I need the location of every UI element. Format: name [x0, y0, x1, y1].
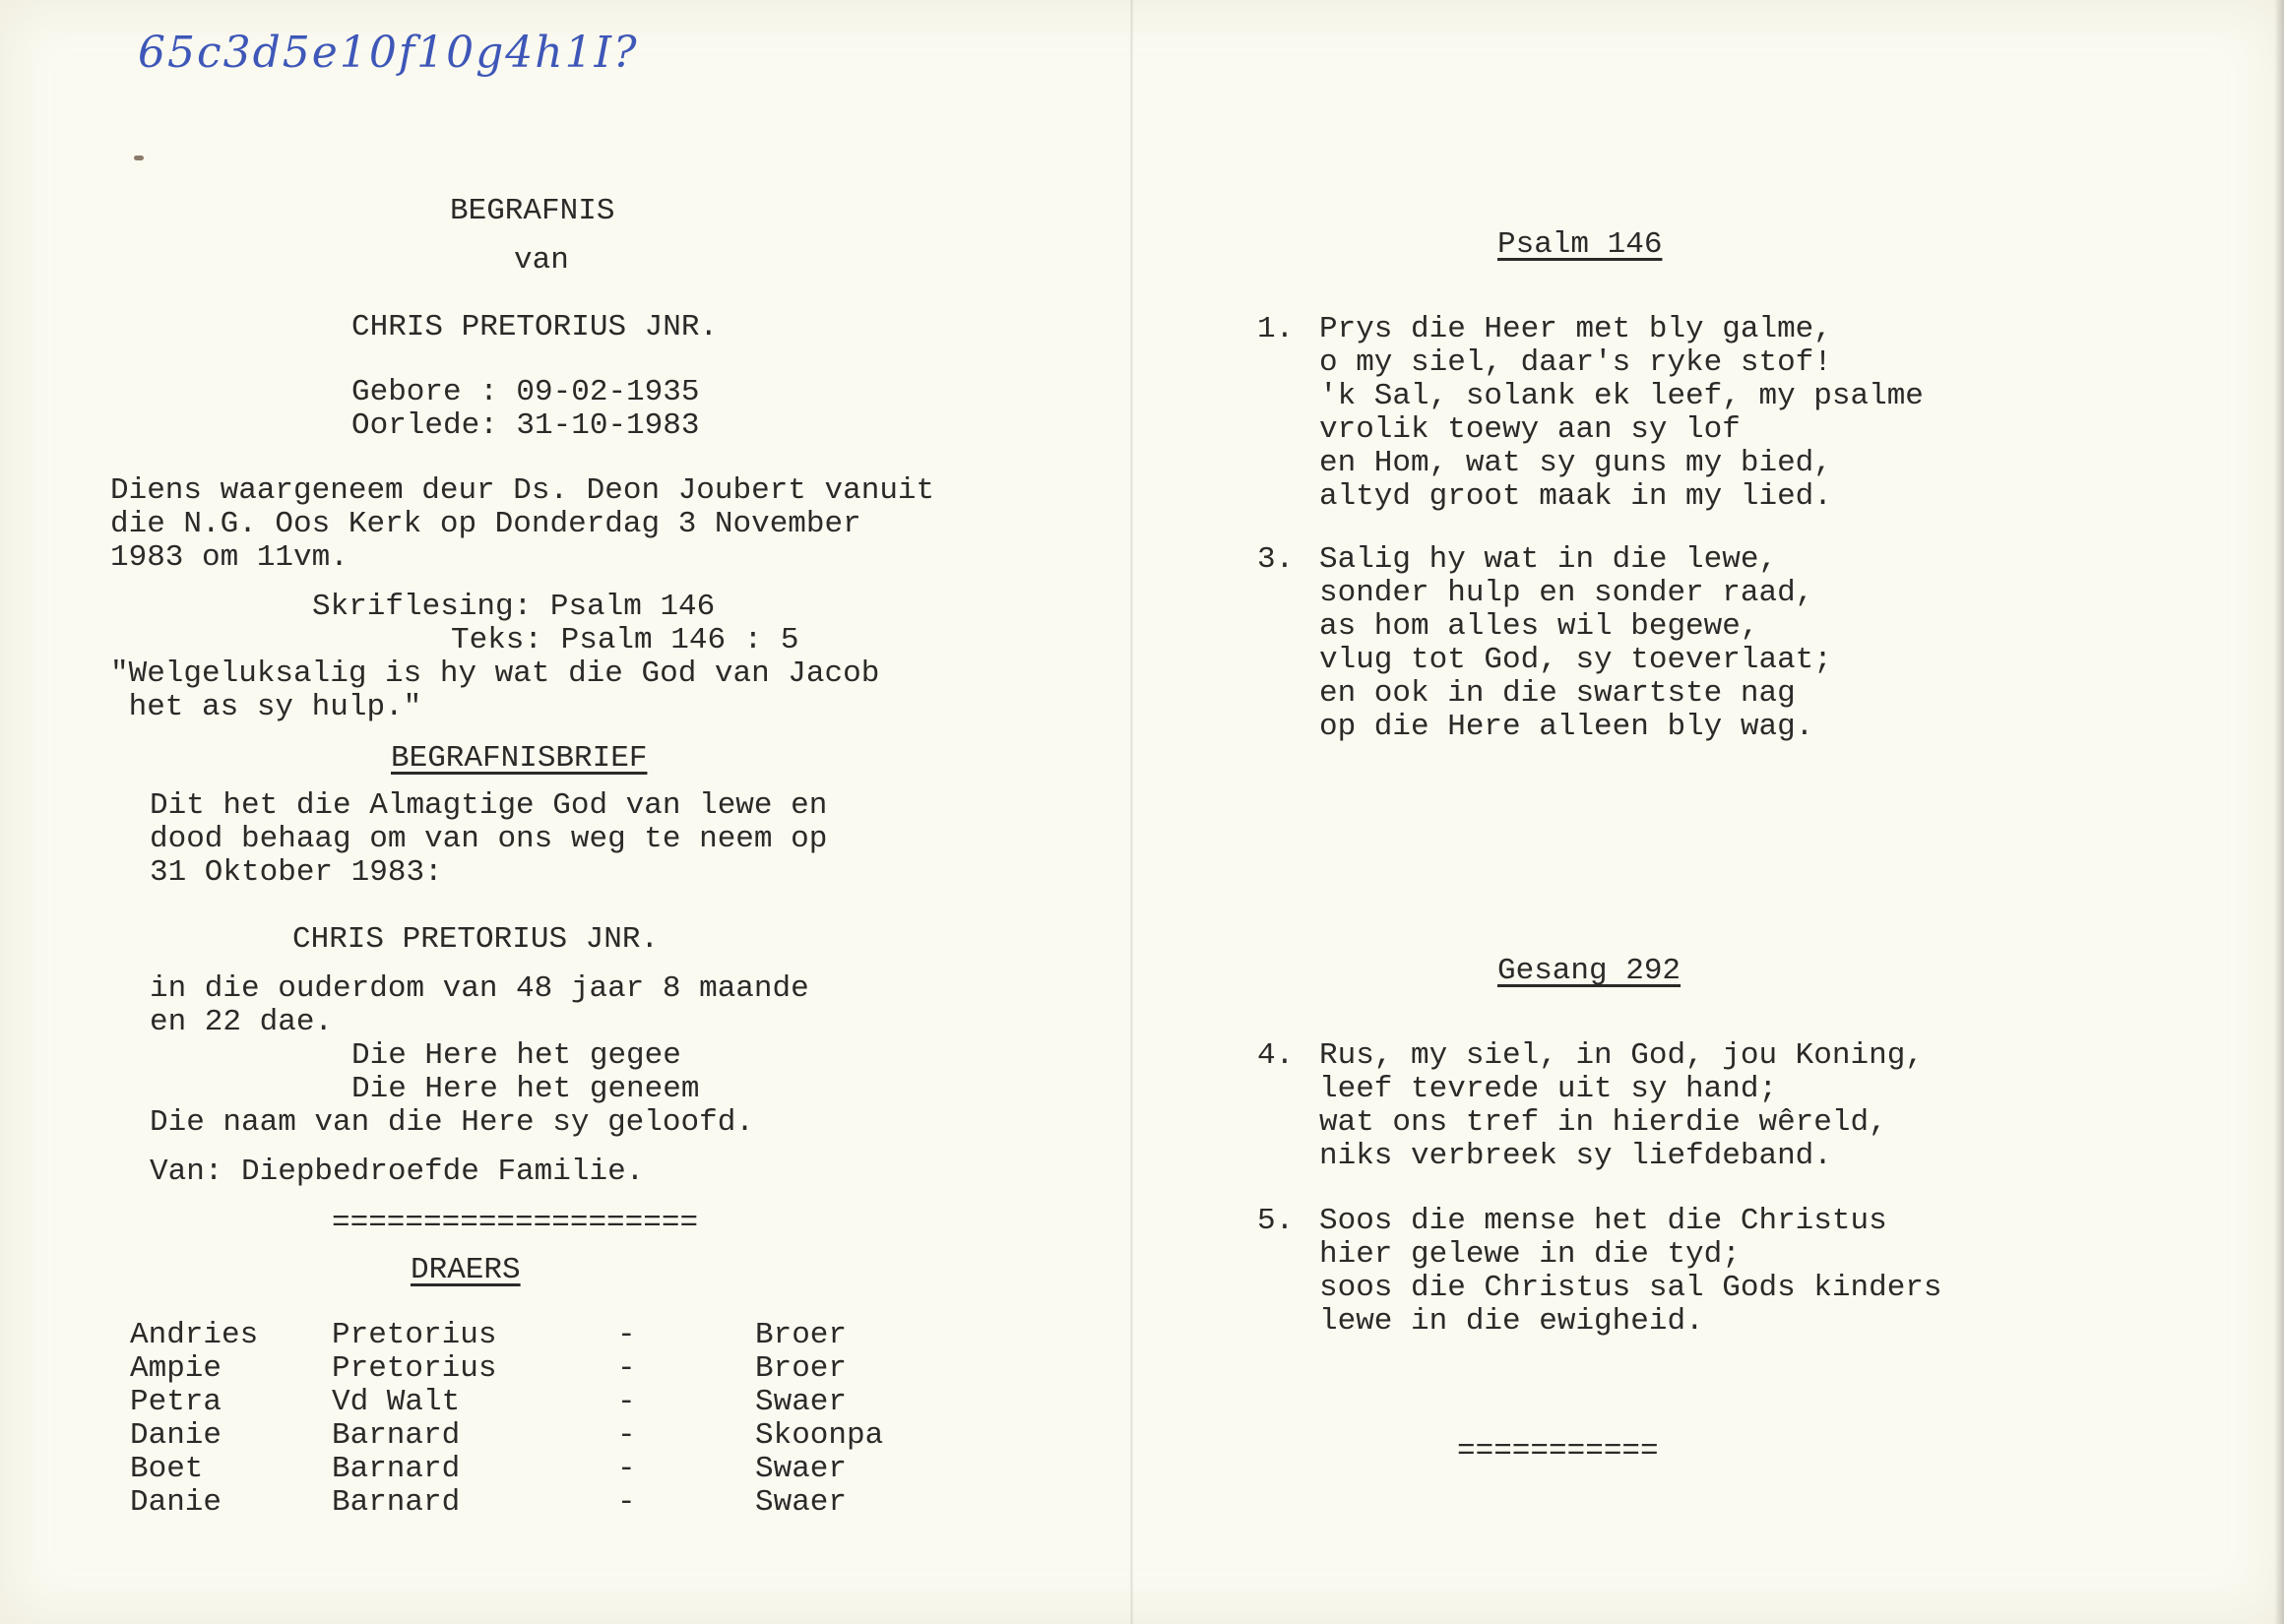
service-line: Diens waargeneem deur Ds. Deon Joubert vanuit: [110, 473, 935, 508]
verse-line: en ook in die swartste nag: [1319, 676, 1796, 711]
bearer-dash: -: [617, 1452, 636, 1486]
verse-line: op die Here alleen bly wag.: [1319, 710, 1814, 744]
bearer-dash: -: [617, 1418, 636, 1453]
age-line: in die ouderdom van 48 jaar 8 maande: [150, 971, 809, 1006]
bearer-dash: -: [617, 1318, 636, 1352]
ink-mark: [134, 156, 144, 160]
bearer-first-name: Andries: [130, 1318, 259, 1352]
verse-line: Rus, my siel, in God, jou Koning,: [1319, 1038, 1924, 1073]
bearer-last-name: Barnard: [332, 1452, 461, 1486]
verse-number: 1.: [1257, 312, 1295, 346]
verse-line: 'k Sal, solank ek leef, my psalme: [1319, 379, 1924, 413]
bearer-first-name: Danie: [130, 1418, 222, 1453]
birth-date: Gebore : 09-02-1935: [351, 375, 700, 409]
verse-line: niks verbreek sy liefdeband.: [1319, 1139, 1832, 1173]
bearer-last-name: Vd Walt: [332, 1385, 461, 1419]
bearer-last-name: Pretorius: [332, 1318, 497, 1352]
psalm-heading: Psalm 146: [1497, 227, 1663, 262]
bearer-relation: Broer: [755, 1318, 848, 1352]
verse-number: 4.: [1257, 1038, 1295, 1073]
quote-line: "Welgeluksalig is hy wat die God van Jacob: [110, 656, 880, 691]
bearer-dash: -: [617, 1485, 636, 1520]
verse-line: as hom alles wil begewe,: [1319, 609, 1759, 644]
gesang-heading: Gesang 292: [1497, 954, 1681, 988]
verse-number: 5.: [1257, 1204, 1295, 1238]
page-edge: [2274, 0, 2284, 1624]
blessing-line: Die naam van die Here sy geloofd.: [150, 1105, 754, 1140]
funeral-letter-heading: BEGRAFNISBRIEF: [391, 741, 648, 776]
bearer-relation: Swaer: [755, 1385, 848, 1419]
letter-line: dood behaag om van ons weg te neem op: [150, 822, 828, 856]
verse-line: sonder hulp en sonder raad,: [1319, 576, 1814, 610]
scripture-text: Teks: Psalm 146 : 5: [451, 623, 799, 657]
verse-line: vrolik toewy aan sy lof: [1319, 412, 1741, 447]
bearer-relation: Skoonpa: [755, 1418, 884, 1453]
verse-line: Prys die Heer met bly galme,: [1319, 312, 1832, 346]
verse-line: altyd groot maak in my lied.: [1319, 479, 1832, 514]
verse-number: 3.: [1257, 542, 1295, 577]
bearer-relation: Swaer: [755, 1452, 848, 1486]
verse-line: soos die Christus sal Gods kinders: [1319, 1271, 1942, 1305]
age-line: en 22 dae.: [150, 1005, 334, 1039]
verse-line: hier gelewe in die tyd;: [1319, 1237, 1741, 1272]
from-family: Van: Diepbedroefde Familie.: [150, 1155, 645, 1189]
bearer-first-name: Danie: [130, 1485, 222, 1520]
letter-line: 31 Oktober 1983:: [150, 855, 443, 890]
title-van: van: [514, 243, 569, 278]
service-line: die N.G. Oos Kerk op Donderdag 3 November: [110, 507, 861, 541]
divider: ===========: [1457, 1434, 1659, 1468]
bearer-last-name: Barnard: [332, 1418, 461, 1453]
divider: ====================: [332, 1206, 699, 1240]
bearer-dash: -: [617, 1351, 636, 1386]
bearers-heading: DRAERS: [411, 1253, 521, 1287]
deceased-name-repeat: CHRIS PRETORIUS JNR.: [292, 922, 660, 957]
service-line: 1983 om 11vm.: [110, 540, 349, 575]
bearer-last-name: Barnard: [332, 1485, 461, 1520]
verse-line: en Hom, wat sy guns my bied,: [1319, 446, 1832, 480]
verse-line: lewe in die ewigheid.: [1319, 1304, 1704, 1339]
title: BEGRAFNIS: [450, 194, 615, 228]
bearer-first-name: Ampie: [130, 1351, 222, 1386]
verse-line: Salig hy wat in die lewe,: [1319, 542, 1778, 577]
bearer-first-name: Petra: [130, 1385, 222, 1419]
verse-line: vlug tot God, sy toeverlaat;: [1319, 643, 1832, 677]
verse-line: Die Here het gegee: [351, 1038, 681, 1073]
handwritten-annotation: 65c3d5e10f10g4h1I?: [138, 28, 639, 78]
bearer-first-name: Boet: [130, 1452, 204, 1486]
verse-line: Die Here het geneem: [351, 1072, 700, 1106]
bearer-relation: Swaer: [755, 1485, 848, 1520]
letter-line: Dit het die Almagtige God van lewe en: [150, 788, 828, 823]
verse-line: leef tevrede uit sy hand;: [1319, 1072, 1778, 1106]
verse-line: o my siel, daar's ryke stof!: [1319, 345, 1832, 380]
scripture-reading: Skriflesing: Psalm 146: [312, 590, 716, 624]
deceased-name: CHRIS PRETORIUS JNR.: [351, 310, 719, 344]
bearer-last-name: Pretorius: [332, 1351, 497, 1386]
death-date: Oorlede: 31-10-1983: [351, 408, 700, 443]
verse-line: Soos die mense het die Christus: [1319, 1204, 1887, 1238]
bearer-dash: -: [617, 1385, 636, 1419]
quote-line: het as sy hulp.": [110, 690, 422, 724]
page-fold: [1130, 0, 1133, 1624]
verse-line: wat ons tref in hierdie wêreld,: [1319, 1105, 1887, 1140]
bearer-relation: Broer: [755, 1351, 848, 1386]
